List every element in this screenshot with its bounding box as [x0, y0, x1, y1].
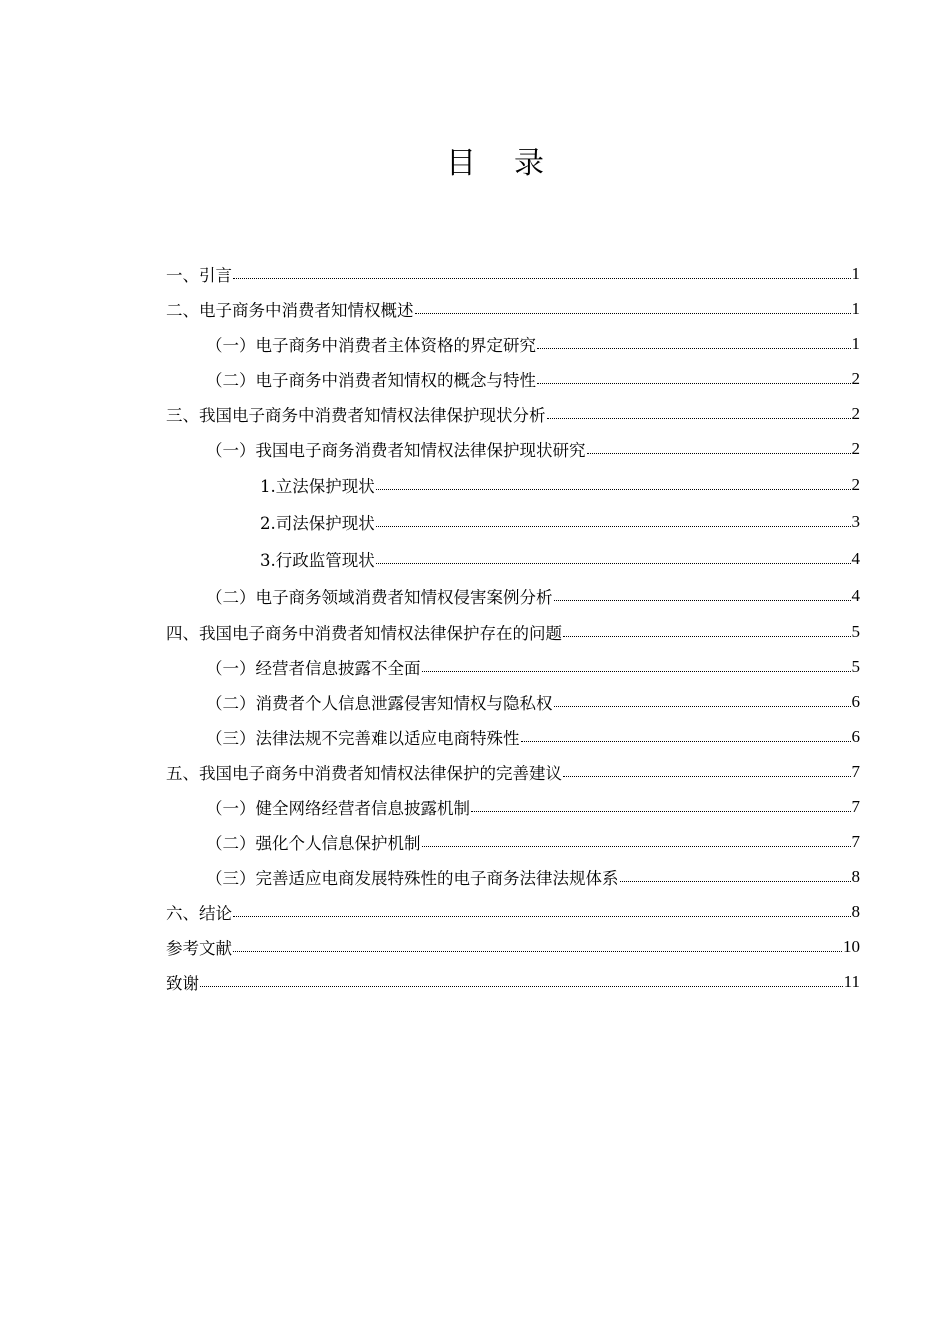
toc-entry-label: （一）健全网络经营者信息披露机制: [206, 798, 470, 818]
toc-leader-dots: [554, 706, 851, 707]
toc-entry-introduction[interactable]: [166, 256, 860, 291]
toc-leader-dots: [471, 811, 851, 812]
toc-leader-dots: [422, 846, 851, 847]
toc-entry-section-2-2[interactable]: [166, 361, 860, 396]
toc-entry-label: （一）经营者信息披露不全面: [206, 658, 421, 678]
page-title-char-1: 目: [446, 146, 476, 182]
toc-entry-label: （二）消费者个人信息泄露侵害知情权与隐私权: [206, 693, 553, 713]
toc-entry-label: 一、引言: [166, 265, 232, 285]
toc-entry-label: 二、电子商务中消费者知情权概述: [166, 300, 414, 320]
toc-entry-label: 3.行政监管现状: [260, 550, 375, 570]
toc-entry-section-3-1[interactable]: [166, 431, 860, 466]
toc-entry-subsection-3-1-2[interactable]: [166, 503, 860, 540]
toc-entry-section-4-1[interactable]: [166, 649, 860, 684]
toc-entry-label: 五、我国电子商务中消费者知情权法律保护的完善建议: [166, 763, 562, 783]
toc-page-number: 7: [851, 796, 860, 816]
toc-entry-subsection-3-1-3[interactable]: [166, 540, 860, 577]
toc-page-number: 2: [851, 474, 860, 494]
toc-entry-section-3-2[interactable]: [166, 577, 860, 614]
toc-page-number: 1: [851, 298, 860, 318]
toc-leader-dots: [587, 453, 851, 454]
toc-leader-dots: [376, 526, 851, 527]
toc-page-number: 1: [851, 333, 860, 353]
toc-leader-dots: [200, 986, 843, 987]
toc-entry-chapter-3[interactable]: [166, 396, 860, 431]
toc-leader-dots: [415, 313, 851, 314]
toc-leader-dots: [537, 348, 851, 349]
toc-entry-chapter-4[interactable]: [166, 614, 860, 649]
toc-leader-dots: [547, 418, 851, 419]
toc-page-number: 1: [851, 263, 860, 283]
page-title-char-2: 录: [514, 146, 544, 182]
toc-entry-label: 四、我国电子商务中消费者知情权法律保护存在的问题: [166, 623, 562, 643]
toc-entry-chapter-5[interactable]: [166, 754, 860, 789]
toc-page-number: 4: [851, 585, 860, 605]
toc-entry-label: 2.司法保护现状: [260, 513, 375, 533]
toc-leader-dots: [422, 671, 851, 672]
toc-leader-dots: [233, 916, 851, 917]
toc-entry-label: （三）完善适应电商发展特殊性的电子商务法律法规体系: [206, 868, 619, 888]
toc-page-number: 4: [851, 548, 860, 568]
toc-page-number: 7: [851, 831, 860, 851]
toc-page-number: 6: [851, 726, 860, 746]
toc-leader-dots: [563, 776, 851, 777]
toc-page-number: 8: [851, 901, 860, 921]
toc-page-number: 2: [851, 368, 860, 388]
toc-entry-section-5-2[interactable]: [166, 824, 860, 859]
toc-entry-section-4-2[interactable]: [166, 684, 860, 719]
toc-page-number: 2: [851, 438, 860, 458]
toc-leader-dots: [554, 600, 851, 601]
toc-entry-label: 1.立法保护现状: [260, 476, 375, 496]
toc-entry-label: 三、我国电子商务中消费者知情权法律保护现状分析: [166, 405, 546, 425]
toc-entry-label: （一）我国电子商务消费者知情权法律保护现状研究: [206, 440, 586, 460]
toc-entry-label: （三）法律法规不完善难以适应电商特殊性: [206, 728, 520, 748]
toc-page-number: 3: [851, 511, 860, 531]
toc-entry-section-2-1[interactable]: [166, 326, 860, 361]
toc-entry-label: （一）电子商务中消费者主体资格的界定研究: [206, 335, 536, 355]
toc-page-number: 6: [851, 691, 860, 711]
toc-page-number: 10: [843, 936, 860, 956]
toc-leader-dots: [376, 489, 851, 490]
toc-entry-label: （二）强化个人信息保护机制: [206, 833, 421, 853]
toc-entry-references[interactable]: [166, 929, 860, 964]
toc-page-number: 7: [851, 761, 860, 781]
toc-entry-chapter-2[interactable]: [166, 291, 860, 326]
toc-leader-dots: [537, 383, 851, 384]
toc-entry-label: 参考文献: [166, 938, 232, 958]
toc-page-number: 2: [851, 403, 860, 423]
toc-leader-dots: [233, 951, 842, 952]
toc-leader-dots: [563, 636, 851, 637]
toc-page-number: 11: [843, 971, 860, 991]
toc-entry-label: （二）电子商务中消费者知情权的概念与特性: [206, 370, 536, 390]
toc-leader-dots: [521, 741, 851, 742]
toc-leader-dots: [376, 563, 851, 564]
table-of-contents: [166, 256, 860, 999]
toc-entry-section-5-1[interactable]: [166, 789, 860, 824]
toc-entry-section-4-3[interactable]: [166, 719, 860, 754]
toc-leader-dots: [620, 881, 851, 882]
toc-entry-acknowledgements[interactable]: [166, 964, 860, 999]
toc-page-number: 5: [851, 621, 860, 641]
toc-entry-section-5-3[interactable]: [166, 859, 860, 894]
toc-entry-label: 六、结论: [166, 903, 232, 923]
toc-entry-label: 致谢: [166, 973, 199, 993]
toc-leader-dots: [233, 278, 851, 279]
toc-page-number: 8: [851, 866, 860, 886]
toc-page-number: 5: [851, 656, 860, 676]
toc-entry-subsection-3-1-1[interactable]: [166, 466, 860, 503]
toc-entry-conclusion[interactable]: [166, 894, 860, 929]
toc-entry-label: （二）电子商务领域消费者知情权侵害案例分析: [206, 587, 553, 607]
page-title: [0, 138, 950, 182]
